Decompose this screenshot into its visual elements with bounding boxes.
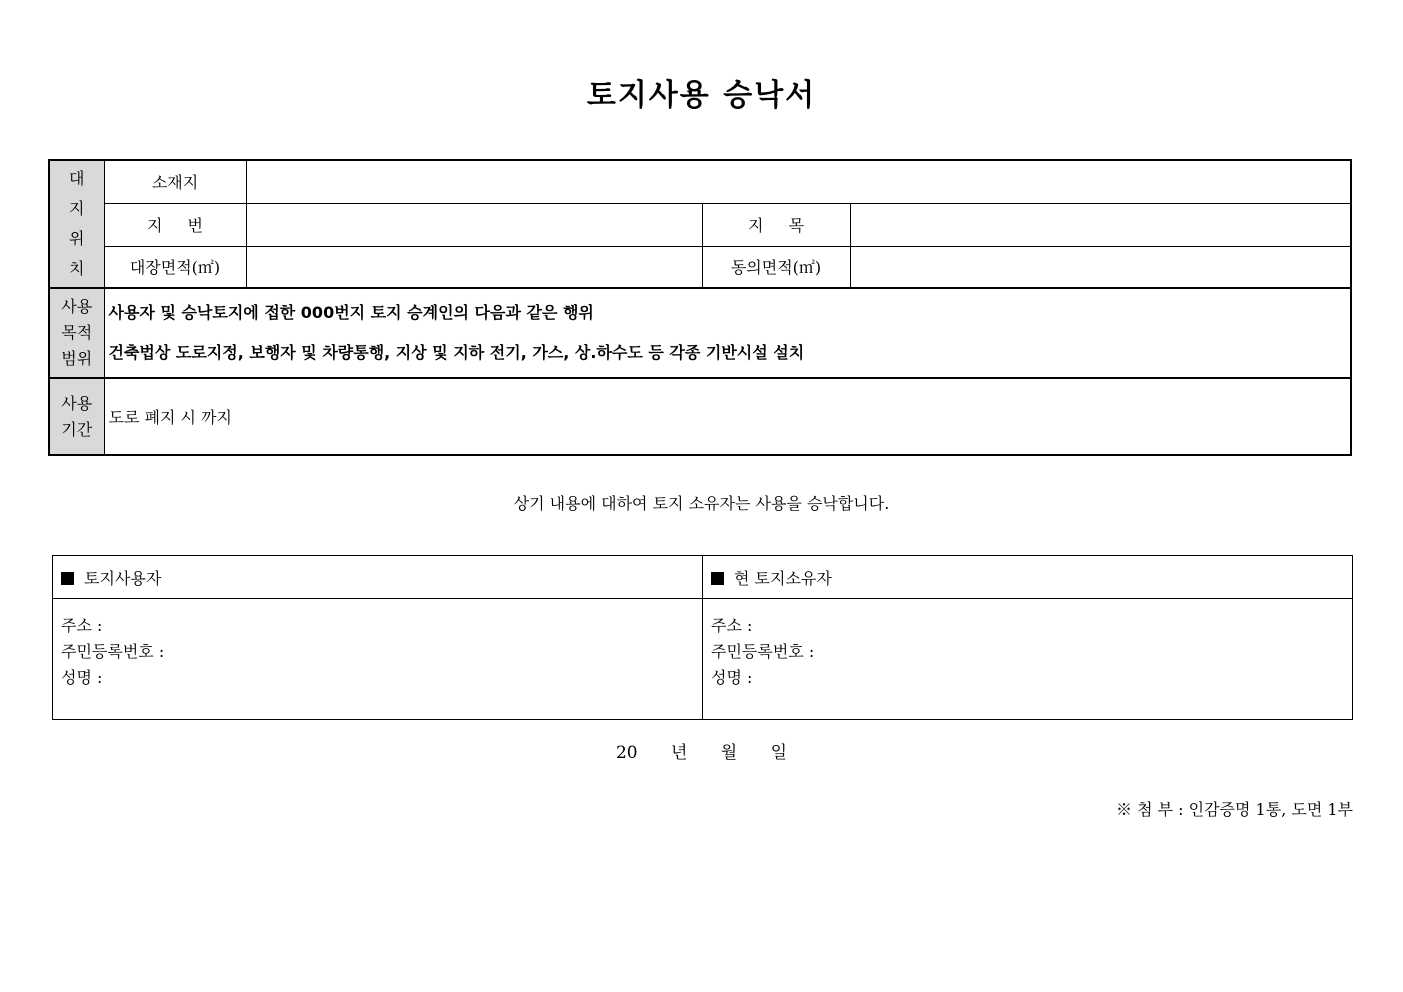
owner-address-label: 주소 :: [711, 616, 753, 635]
land-category-field[interactable]: [850, 203, 1351, 246]
owner-name-label: 성명 :: [711, 668, 753, 687]
consent-notice: 상기 내용에 대하여 토지 소유자는 사용을 승낙합니다.: [513, 494, 890, 513]
registered-area-field[interactable]: [246, 246, 702, 288]
owner-details[interactable]: [703, 599, 1353, 720]
period-field[interactable]: 도로 폐지 시 까지: [104, 378, 1351, 455]
party-table: [52, 555, 1353, 720]
user-address-label: 주소 :: [61, 616, 103, 635]
purpose-line-1: 사용자 및 승낙토지에 접한 000번지 토지 승계인의 다음과 같은 행위: [108, 303, 594, 322]
site-location-group-label: 대 지 위 치: [49, 160, 104, 288]
owner-header: 현 토지소유자: [703, 556, 1353, 599]
land-info-table: [48, 159, 1352, 456]
date-line: 20 년 월 일: [615, 743, 788, 763]
lot-number-label: 지 번: [104, 203, 246, 246]
user-header: 토지사용자: [53, 556, 703, 599]
consent-area-label: 동의면적(㎡): [702, 246, 850, 288]
address-field[interactable]: [246, 160, 1351, 203]
purpose-label: 사용 목적 범위: [49, 288, 104, 378]
consent-area-field[interactable]: [850, 246, 1351, 288]
purpose-line-2: 건축법상 도로지정, 보행자 및 차량통행, 지상 및 지하 전기, 가스, 상.하수도 등 각종 기반시설 설치: [108, 343, 805, 362]
purpose-field[interactable]: [104, 288, 1351, 378]
address-label: 소재지: [104, 160, 246, 203]
user-name-label: 성명 :: [61, 668, 103, 687]
registered-area-label: 대장면적(㎡): [104, 246, 246, 288]
black-square-icon: [61, 572, 74, 585]
lot-number-field[interactable]: [246, 203, 702, 246]
land-category-label: 지 목: [702, 203, 850, 246]
user-details[interactable]: [53, 599, 703, 720]
document-title: 토지사용 승낙서: [586, 78, 817, 113]
attachment-note: ※ 첨 부 : 인감증명 1통, 도면 1부: [1116, 800, 1353, 819]
user-resident-number-label: 주민등록번호 :: [61, 642, 165, 661]
owner-resident-number-label: 주민등록번호 :: [711, 642, 815, 661]
period-label: 사용 기간: [49, 378, 104, 455]
black-square-icon: [711, 572, 724, 585]
